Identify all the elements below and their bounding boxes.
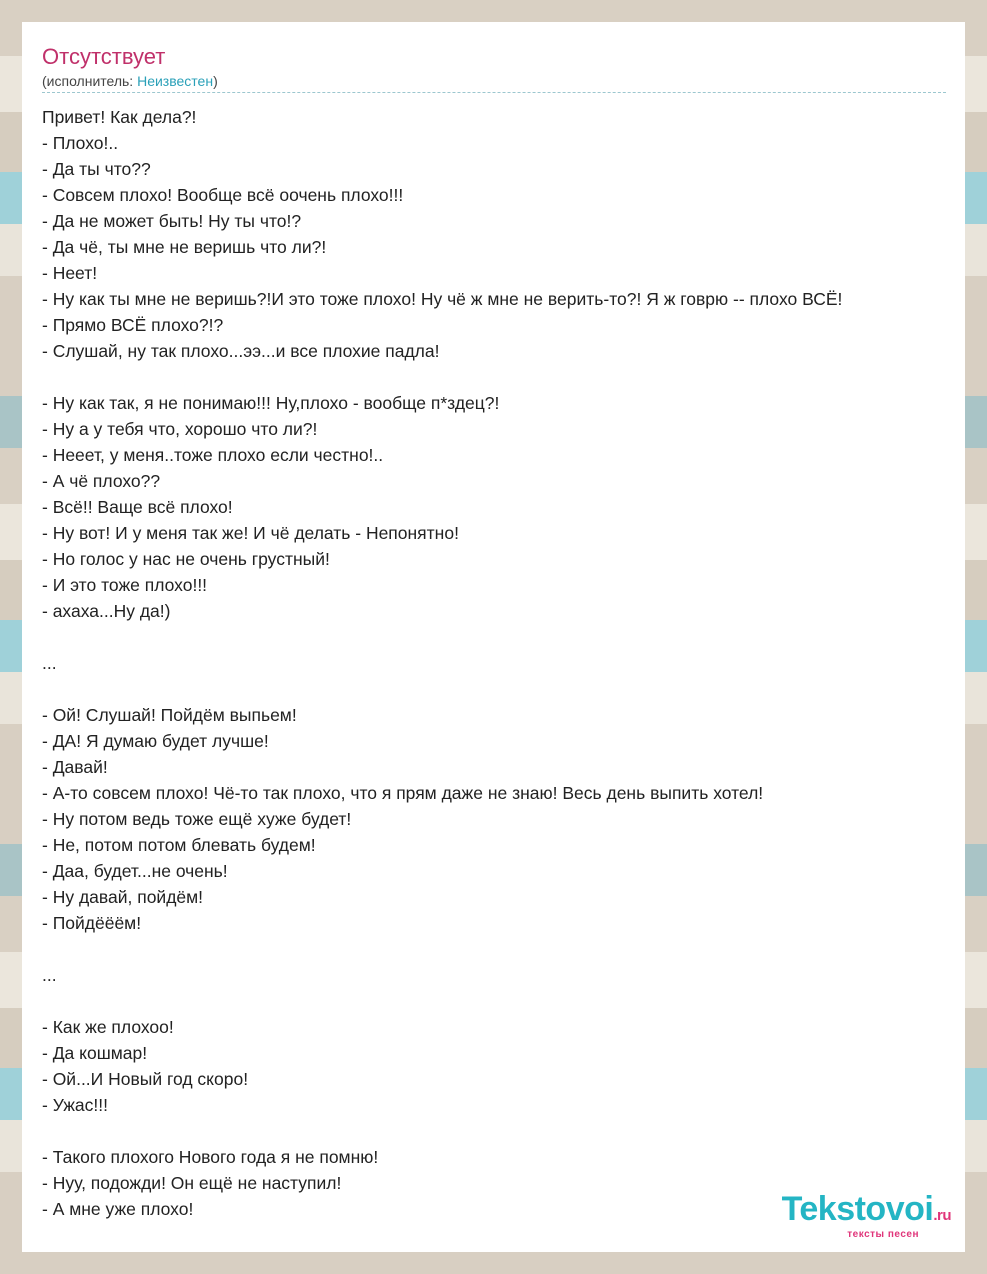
lyric-line: ...	[42, 965, 57, 985]
lyric-line: - Да ты что??	[42, 159, 151, 179]
artist-link[interactable]: Неизвестен	[137, 73, 214, 89]
lyric-line	[42, 936, 962, 962]
lyric-line: - Нуу, подожди! Он ещё не наступил!	[42, 1173, 342, 1193]
lyric-line: - Ну как ты мне не веришь?!И это тоже плохо! Ну чё ж мне не верить-то?! Я ж говрю -- плохо ВСЁ!	[42, 289, 843, 309]
lyric-line: - Нееет, у меня..тоже плохо если честно!..	[42, 445, 384, 465]
lyric-line: - Плохо!..	[42, 133, 119, 153]
lyric-line: - Ну как так, я не понимаю!!! Ну,плохо - вообще п*здец?!	[42, 393, 500, 413]
lyric-line	[42, 676, 962, 702]
lyric-line: - А мне уже плохо!	[42, 1199, 194, 1219]
lyric-line: - Совсем плохо! Вообще всё оочень плохо!!!	[42, 185, 404, 205]
lyrics-card	[22, 22, 965, 1252]
lyric-line: - Такого плохого Нового года я не помню!	[42, 1147, 379, 1167]
lyric-line: - Не, потом потом блевать будем!	[42, 835, 316, 855]
lyric-line: ...	[42, 653, 57, 673]
lyric-line: - Даа, будет...не очень!	[42, 861, 228, 881]
lyric-line: - Ой! Слушай! Пойдём выпьем!	[42, 705, 297, 725]
artist-prefix: (исполнитель:	[42, 73, 138, 89]
lyric-line: - Ну давай, пойдём!	[42, 887, 204, 907]
lyric-line: - ДА! Я думаю будет лучше!	[42, 731, 269, 751]
lyric-line: - Ну вот! И у меня так же! И чё делать - Непонятно!	[42, 523, 459, 543]
lyric-line: - Всё!! Ваще всё плохо!	[42, 497, 233, 517]
logo-name: Tekstovoi	[781, 1190, 934, 1228]
lyric-line	[42, 1118, 962, 1144]
lyric-line: - Давай!	[42, 757, 108, 777]
lyrics-text	[42, 104, 962, 1222]
lyric-line: - Ну потом ведь тоже ещё хуже будет!	[42, 809, 352, 829]
lyric-line	[42, 988, 962, 1014]
lyric-line: - Слушай, ну так плохо...ээ...и все плохие падла!	[42, 341, 440, 361]
lyric-line: - ахаха...Ну да!)	[42, 601, 171, 621]
logo-tagline: тексты песен	[847, 1229, 919, 1240]
site-logo[interactable]	[782, 1192, 951, 1240]
lyric-line: - Прямо ВСЁ плохо?!?	[42, 315, 224, 335]
lyric-line: - Да кошмар!	[42, 1043, 148, 1063]
logo-tld: .ru	[933, 1207, 951, 1224]
lyric-line: - Да не может быть! Ну ты что!?	[42, 211, 302, 231]
lyric-line: - А чё плохо??	[42, 471, 161, 491]
lyric-line	[42, 364, 962, 390]
header-divider	[42, 92, 946, 93]
lyric-line: - А-то совсем плохо! Чё-то так плохо, что я прям даже не знаю! Весь день выпить хотел!	[42, 783, 764, 803]
lyric-line: - Пойдёёём!	[42, 913, 142, 933]
artist-line	[42, 73, 218, 89]
lyric-line: - Ой...И Новый год скоро!	[42, 1069, 249, 1089]
lyric-line: - Как же плохоо!	[42, 1017, 174, 1037]
lyric-line: - Неет!	[42, 263, 98, 283]
lyric-line: - И это тоже плохо!!!	[42, 575, 208, 595]
lyric-line	[42, 624, 962, 650]
artist-suffix: )	[213, 73, 218, 89]
lyric-line: Привет! Как дела?!	[42, 107, 197, 127]
lyric-line: - Ужас!!!	[42, 1095, 109, 1115]
lyric-line: - Но голос у нас не очень грустный!	[42, 549, 330, 569]
lyric-line: - Ну а у тебя что, хорошо что ли?!	[42, 419, 318, 439]
song-title: Отсутствует	[42, 44, 166, 69]
lyric-line: - Да чё, ты мне не веришь что ли?!	[42, 237, 327, 257]
